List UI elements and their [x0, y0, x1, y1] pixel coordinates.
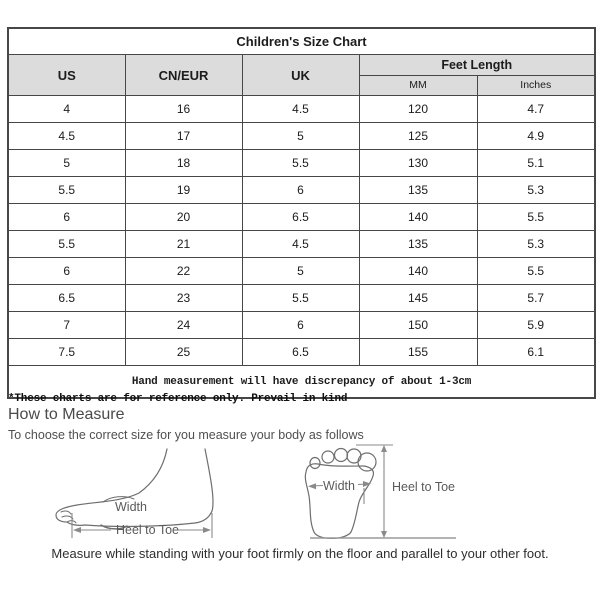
side-width-label: Width: [115, 500, 147, 514]
size-cell: 18: [125, 150, 242, 177]
size-cell: 6.5: [8, 285, 125, 312]
footprint-outline: [305, 449, 376, 539]
size-cell: 7.5: [8, 339, 125, 366]
size-cell: 22: [125, 258, 242, 285]
size-cell: 4.7: [477, 96, 595, 123]
measure-caption: Measure while standing with your foot firmly on the floor and parallel to your other foot.: [51, 546, 549, 561]
foot-side-view-diagram: [53, 441, 243, 546]
table-row: [8, 204, 595, 231]
col-header-feet-length: Feet Length: [359, 55, 595, 76]
col-header-uk: UK: [242, 55, 359, 96]
table-row: [8, 258, 595, 285]
col-header-us: US: [8, 55, 125, 96]
foot-side-outline: [56, 449, 213, 529]
size-cell: 120: [359, 96, 477, 123]
size-cell: 4.9: [477, 123, 595, 150]
size-cell: 6.5: [242, 204, 359, 231]
size-cell: 6.1: [477, 339, 595, 366]
table-row: [8, 123, 595, 150]
size-cell: 5.5: [242, 285, 359, 312]
size-cell: 5: [242, 258, 359, 285]
size-cell: 5.5: [8, 231, 125, 258]
table-title: Children's Size Chart: [8, 28, 595, 55]
table-row: [8, 231, 595, 258]
table-title-row: [8, 28, 595, 55]
footprint-diagram: [298, 438, 473, 546]
size-cell: 130: [359, 150, 477, 177]
col-header-cn-eur: CN/EUR: [125, 55, 242, 96]
col-header-mm: MM: [359, 75, 477, 96]
table-row: [8, 177, 595, 204]
size-cell: 4.5: [8, 123, 125, 150]
size-cell: 5.3: [477, 177, 595, 204]
size-cell: 7: [8, 312, 125, 339]
table-row: [8, 312, 595, 339]
table-row: [8, 285, 595, 312]
size-table-body: [8, 96, 595, 366]
size-cell: 150: [359, 312, 477, 339]
size-cell: 23: [125, 285, 242, 312]
table-row: [8, 150, 595, 177]
measurement-note: Hand measurement will have discrepancy of about 1-3cm: [8, 366, 595, 399]
reference-note: *These charts are for reference only. Prevail in kind: [8, 393, 348, 405]
size-cell: 125: [359, 123, 477, 150]
size-cell: 21: [125, 231, 242, 258]
size-cell: 140: [359, 204, 477, 231]
size-cell: 135: [359, 231, 477, 258]
size-cell: 5.5: [477, 204, 595, 231]
size-cell: 5.3: [477, 231, 595, 258]
size-cell: 19: [125, 177, 242, 204]
size-cell: 5.5: [477, 258, 595, 285]
size-cell: 6: [8, 204, 125, 231]
table-row: [8, 339, 595, 366]
size-cell: 5.5: [8, 177, 125, 204]
size-cell: 5: [8, 150, 125, 177]
size-cell: 145: [359, 285, 477, 312]
size-cell: 4.5: [242, 231, 359, 258]
size-chart-table: [7, 27, 596, 399]
size-cell: 24: [125, 312, 242, 339]
size-cell: 5: [242, 123, 359, 150]
size-cell: 5.5: [242, 150, 359, 177]
size-cell: 6.5: [242, 339, 359, 366]
col-header-inches: Inches: [477, 75, 595, 96]
footprint-heel-to-toe-label: Heel to Toe: [392, 480, 456, 494]
size-cell: 25: [125, 339, 242, 366]
size-cell: 5.9: [477, 312, 595, 339]
size-cell: 17: [125, 123, 242, 150]
size-cell: 6: [242, 312, 359, 339]
table-header-row: [8, 55, 595, 76]
size-cell: 6: [8, 258, 125, 285]
size-cell: 6: [242, 177, 359, 204]
how-to-measure-subheading: To choose the correct size for you measure your body as follows: [8, 428, 364, 442]
size-cell: 16: [125, 96, 242, 123]
side-heel-to-toe-label: Heel to Toe: [116, 523, 180, 537]
size-cell: 155: [359, 339, 477, 366]
size-cell: 135: [359, 177, 477, 204]
size-cell: 4: [8, 96, 125, 123]
table-row: [8, 96, 595, 123]
size-cell: 20: [125, 204, 242, 231]
size-cell: 5.1: [477, 150, 595, 177]
footprint-width-label: Width: [323, 479, 355, 493]
how-to-measure-heading: How to Measure: [8, 406, 125, 423]
size-cell: 5.7: [477, 285, 595, 312]
size-cell: 4.5: [242, 96, 359, 123]
size-cell: 140: [359, 258, 477, 285]
